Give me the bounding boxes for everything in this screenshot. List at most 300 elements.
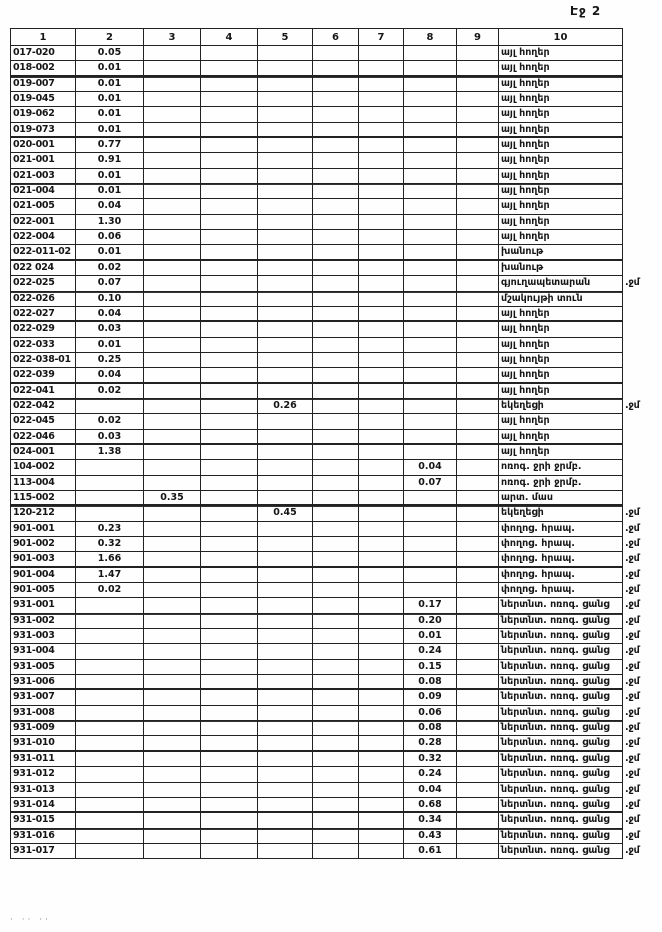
value-cell-col4 <box>201 322 258 337</box>
value-cell-col7 <box>359 506 404 521</box>
value-cell-col7 <box>359 567 404 582</box>
parcel-code-cell: 931-017 <box>11 843 76 858</box>
table-row <box>11 629 661 644</box>
value-cell-col5 <box>258 92 313 107</box>
margin-annotation <box>623 429 661 444</box>
margin-annotation <box>623 138 661 153</box>
value-cell-col7 <box>359 690 404 705</box>
value-cell-col8 <box>404 537 457 552</box>
table-row <box>11 705 661 720</box>
table-row <box>11 552 661 567</box>
value-cell-col4 <box>201 567 258 582</box>
table-row <box>11 184 661 199</box>
value-cell-col5: 0.45 <box>258 506 313 521</box>
parcel-code-cell: 021-004 <box>11 184 76 199</box>
table-row <box>11 690 661 705</box>
value-cell-col4 <box>201 107 258 122</box>
parcel-code-cell: 020-001 <box>11 138 76 153</box>
value-cell-col9 <box>457 797 499 812</box>
value-cell-col3 <box>144 521 201 536</box>
value-cell-col6 <box>313 199 359 214</box>
value-cell-col9 <box>457 598 499 613</box>
value-cell-col6 <box>313 291 359 306</box>
value-cell-col6 <box>313 460 359 475</box>
value-cell-col6 <box>313 537 359 552</box>
parcel-code-cell: 901-004 <box>11 567 76 582</box>
parcel-code-cell: 021-001 <box>11 153 76 168</box>
value-cell-col6 <box>313 659 359 674</box>
value-cell-col7 <box>359 828 404 843</box>
table-row <box>11 736 661 751</box>
value-cell-col5 <box>258 721 313 736</box>
margin-annotation: .ջմ <box>625 630 640 642</box>
value-cell-col2 <box>76 705 144 720</box>
value-cell-col5 <box>258 107 313 122</box>
column-header: 7 <box>359 29 404 46</box>
value-cell-col8 <box>404 260 457 275</box>
table-row <box>11 368 661 383</box>
value-cell-col5 <box>258 705 313 720</box>
value-cell-col9 <box>457 153 499 168</box>
value-cell-col7 <box>359 291 404 306</box>
table-row <box>11 644 661 659</box>
value-cell-col3 <box>144 736 201 751</box>
land-use-cell: ներտնտ. ոռոգ. ցանց <box>499 767 623 782</box>
parcel-code-cell: 120-212 <box>11 506 76 521</box>
table-row <box>11 613 661 628</box>
value-cell-col8 <box>404 337 457 352</box>
value-cell-col6 <box>313 613 359 628</box>
value-cell-col4 <box>201 153 258 168</box>
value-cell-col2: 0.07 <box>76 276 144 291</box>
value-cell-col3 <box>144 107 201 122</box>
value-cell-col6 <box>313 306 359 321</box>
parcel-code-cell: 022-029 <box>11 322 76 337</box>
value-cell-col3 <box>144 721 201 736</box>
value-cell-col3 <box>144 567 201 582</box>
value-cell-col2: 0.25 <box>76 352 144 367</box>
value-cell-col7 <box>359 352 404 367</box>
value-cell-col7 <box>359 122 404 137</box>
value-cell-col5 <box>258 813 313 828</box>
value-cell-col6 <box>313 767 359 782</box>
value-cell-col5 <box>258 138 313 153</box>
value-cell-col6 <box>313 138 359 153</box>
value-cell-col7 <box>359 583 404 598</box>
table-row <box>11 813 661 828</box>
value-cell-col9 <box>457 537 499 552</box>
value-cell-col4 <box>201 184 258 199</box>
table-row <box>11 444 661 459</box>
value-cell-col4 <box>201 260 258 275</box>
margin-annotation: .ջմ <box>625 814 640 826</box>
land-use-cell: եկեղեցի <box>499 506 623 521</box>
table-row <box>11 490 661 505</box>
value-cell-col6 <box>313 383 359 398</box>
value-cell-col9 <box>457 490 499 505</box>
column-header: 1 <box>11 29 76 46</box>
value-cell-col7 <box>359 322 404 337</box>
value-cell-col8 <box>404 506 457 521</box>
margin-annotation: .ջմ <box>625 277 640 289</box>
value-cell-col5 <box>258 736 313 751</box>
value-cell-col4 <box>201 230 258 245</box>
margin-annotation: .ջմ <box>625 722 640 734</box>
value-cell-col9 <box>457 552 499 567</box>
value-cell-col2 <box>76 675 144 690</box>
parcel-code-cell: 022-039 <box>11 368 76 383</box>
parcel-code-cell: 931-006 <box>11 675 76 690</box>
value-cell-col2 <box>76 690 144 705</box>
table-header <box>11 29 661 46</box>
value-cell-col9 <box>457 659 499 674</box>
parcel-code-cell: 022-027 <box>11 306 76 321</box>
value-cell-col6 <box>313 629 359 644</box>
table-row <box>11 414 661 429</box>
value-cell-col4 <box>201 490 258 505</box>
table-row <box>11 506 661 521</box>
value-cell-col4 <box>201 245 258 260</box>
margin-annotation: .ջմ <box>625 614 640 626</box>
margin-annotation: .ջմ <box>625 844 640 856</box>
value-cell-col5 <box>258 291 313 306</box>
value-cell-col7 <box>359 337 404 352</box>
value-cell-col6 <box>313 828 359 843</box>
parcel-code-cell: 931-007 <box>11 690 76 705</box>
value-cell-col8 <box>404 214 457 229</box>
value-cell-col2 <box>76 782 144 797</box>
column-header: 5 <box>258 29 313 46</box>
value-cell-col8: 0.04 <box>404 782 457 797</box>
land-use-cell: ներտնտ. ոռոգ. ցանց <box>499 644 623 659</box>
land-use-cell: այլ հողեր <box>499 184 623 199</box>
value-cell-col3 <box>144 214 201 229</box>
parcel-code-cell: 022-004 <box>11 230 76 245</box>
value-cell-col2 <box>76 629 144 644</box>
value-cell-col4 <box>201 475 258 490</box>
value-cell-col3 <box>144 352 201 367</box>
land-use-cell: արտ. մաս <box>499 490 623 505</box>
value-cell-col2: 1.38 <box>76 444 144 459</box>
value-cell-col9 <box>457 782 499 797</box>
value-cell-col8: 0.61 <box>404 843 457 858</box>
land-use-cell: ներտնտ. ոռոգ. ցանց <box>499 797 623 812</box>
value-cell-col2: 0.02 <box>76 583 144 598</box>
parcel-code-cell: 022-045 <box>11 414 76 429</box>
value-cell-col3 <box>144 306 201 321</box>
margin-annotation <box>623 490 661 505</box>
table-row <box>11 46 661 61</box>
value-cell-col8 <box>404 76 457 91</box>
parcel-code-cell: 022-041 <box>11 383 76 398</box>
value-cell-col8: 0.20 <box>404 613 457 628</box>
value-cell-col3 <box>144 199 201 214</box>
value-cell-col9 <box>457 46 499 61</box>
value-cell-col2: 0.02 <box>76 260 144 275</box>
value-cell-col7 <box>359 675 404 690</box>
column-header: 9 <box>457 29 499 46</box>
value-cell-col9 <box>457 184 499 199</box>
table-row <box>11 398 661 413</box>
value-cell-col9 <box>457 583 499 598</box>
value-cell-col5 <box>258 552 313 567</box>
value-cell-col9 <box>457 843 499 858</box>
value-cell-col3 <box>144 122 201 137</box>
value-cell-col6 <box>313 184 359 199</box>
margin-annotation: .ջմ <box>625 798 640 810</box>
value-cell-col6 <box>313 61 359 76</box>
value-cell-col5 <box>258 383 313 398</box>
value-cell-col9 <box>457 61 499 76</box>
land-use-cell: այլ հողեր <box>499 122 623 137</box>
value-cell-col2: 0.02 <box>76 414 144 429</box>
value-cell-col2: 0.05 <box>76 46 144 61</box>
value-cell-col3 <box>144 767 201 782</box>
value-cell-col9 <box>457 767 499 782</box>
value-cell-col4 <box>201 138 258 153</box>
value-cell-col8 <box>404 199 457 214</box>
value-cell-col7 <box>359 398 404 413</box>
value-cell-col2 <box>76 398 144 413</box>
land-use-cell: փողոց. հրապ. <box>499 521 623 536</box>
value-cell-col2: 0.06 <box>76 230 144 245</box>
value-cell-col6 <box>313 76 359 91</box>
value-cell-col4 <box>201 721 258 736</box>
value-cell-col3 <box>144 613 201 628</box>
value-cell-col4 <box>201 736 258 751</box>
parcel-code-cell: 113-004 <box>11 475 76 490</box>
margin-annotation <box>623 383 661 398</box>
column-header: 8 <box>404 29 457 46</box>
value-cell-col4 <box>201 337 258 352</box>
value-cell-col6 <box>313 567 359 582</box>
value-cell-col4 <box>201 828 258 843</box>
value-cell-col8 <box>404 352 457 367</box>
value-cell-col8: 0.09 <box>404 690 457 705</box>
land-use-cell: ներտնտ. ոռոգ. ցանց <box>499 751 623 766</box>
value-cell-col4 <box>201 76 258 91</box>
value-cell-col9 <box>457 291 499 306</box>
value-cell-col2 <box>76 828 144 843</box>
value-cell-col9 <box>457 337 499 352</box>
margin-annotation: .ջմ <box>625 399 640 411</box>
value-cell-col9 <box>457 813 499 828</box>
value-cell-col6 <box>313 475 359 490</box>
value-cell-col2 <box>76 490 144 505</box>
value-cell-col9 <box>457 368 499 383</box>
margin-annotation <box>623 337 661 352</box>
value-cell-col4 <box>201 199 258 214</box>
value-cell-col7 <box>359 475 404 490</box>
land-use-cell: մշակույթի տուն <box>499 291 623 306</box>
margin-annotation: .ջմ <box>625 645 640 657</box>
value-cell-col2 <box>76 751 144 766</box>
value-cell-col7 <box>359 306 404 321</box>
margin-annotation <box>623 199 661 214</box>
value-cell-col2: 0.04 <box>76 199 144 214</box>
value-cell-col3: 0.35 <box>144 490 201 505</box>
table-row <box>11 598 661 613</box>
value-cell-col4 <box>201 767 258 782</box>
value-cell-col3 <box>144 337 201 352</box>
value-cell-col4 <box>201 583 258 598</box>
margin-annotation <box>623 291 661 306</box>
value-cell-col6 <box>313 721 359 736</box>
margin-annotation: .ջմ <box>625 737 640 749</box>
value-cell-col7 <box>359 46 404 61</box>
value-cell-col6 <box>313 782 359 797</box>
value-cell-col9 <box>457 398 499 413</box>
value-cell-col2: 0.23 <box>76 521 144 536</box>
table-row <box>11 306 661 321</box>
table-row <box>11 245 661 260</box>
value-cell-col3 <box>144 291 201 306</box>
land-use-cell: ներտնտ. ոռոգ. ցանց <box>499 828 623 843</box>
land-use-cell: ներտնտ. ոռոգ. ցանց <box>499 598 623 613</box>
parcel-code-cell: 901-003 <box>11 552 76 567</box>
column-header: 2 <box>76 29 144 46</box>
table-body <box>11 46 661 859</box>
margin-annotation: .ջմ <box>625 706 640 718</box>
value-cell-col3 <box>144 506 201 521</box>
value-cell-col9 <box>457 122 499 137</box>
value-cell-col8: 0.24 <box>404 644 457 659</box>
value-cell-col2 <box>76 460 144 475</box>
value-cell-col9 <box>457 414 499 429</box>
value-cell-col9 <box>457 322 499 337</box>
value-cell-col7 <box>359 230 404 245</box>
value-cell-col2: 0.01 <box>76 337 144 352</box>
table-row <box>11 583 661 598</box>
value-cell-col8 <box>404 276 457 291</box>
table-row <box>11 659 661 674</box>
parcel-code-cell: 104-002 <box>11 460 76 475</box>
parcel-code-cell: 022-033 <box>11 337 76 352</box>
table-row <box>11 76 661 91</box>
value-cell-col5 <box>258 797 313 812</box>
table-row <box>11 92 661 107</box>
value-cell-col2 <box>76 475 144 490</box>
value-cell-col7 <box>359 444 404 459</box>
value-cell-col4 <box>201 598 258 613</box>
land-use-cell: գյուղապետարան <box>499 276 623 291</box>
value-cell-col9 <box>457 230 499 245</box>
value-cell-col6 <box>313 168 359 183</box>
value-cell-col6 <box>313 736 359 751</box>
land-use-cell: այլ հողեր <box>499 46 623 61</box>
value-cell-col9 <box>457 460 499 475</box>
parcel-code-cell: 901-001 <box>11 521 76 536</box>
value-cell-col9 <box>457 736 499 751</box>
value-cell-col8 <box>404 583 457 598</box>
value-cell-col9 <box>457 92 499 107</box>
value-cell-col7 <box>359 260 404 275</box>
table-row <box>11 429 661 444</box>
value-cell-col5 <box>258 352 313 367</box>
value-cell-col6 <box>313 260 359 275</box>
land-use-cell: այլ հողեր <box>499 153 623 168</box>
value-cell-col5 <box>258 214 313 229</box>
value-cell-col4 <box>201 291 258 306</box>
value-cell-col4 <box>201 537 258 552</box>
value-cell-col6 <box>313 429 359 444</box>
value-cell-col9 <box>457 506 499 521</box>
value-cell-col3 <box>144 537 201 552</box>
value-cell-col3 <box>144 260 201 275</box>
value-cell-col2: 0.03 <box>76 322 144 337</box>
table-row <box>11 168 661 183</box>
value-cell-col2: 0.03 <box>76 429 144 444</box>
value-cell-col8 <box>404 122 457 137</box>
value-cell-col7 <box>359 138 404 153</box>
note-gutter <box>623 29 661 46</box>
land-use-cell: ներտնտ. ոռոգ. ցանց <box>499 782 623 797</box>
value-cell-col6 <box>313 583 359 598</box>
value-cell-col9 <box>457 629 499 644</box>
value-cell-col9 <box>457 567 499 582</box>
value-cell-col3 <box>144 813 201 828</box>
table-row <box>11 537 661 552</box>
value-cell-col6 <box>313 552 359 567</box>
margin-annotation <box>623 168 661 183</box>
margin-annotation: .ջմ <box>625 768 640 780</box>
parcel-code-cell: 931-009 <box>11 721 76 736</box>
margin-annotation <box>623 322 661 337</box>
land-use-cell: այլ հողեր <box>499 306 623 321</box>
value-cell-col2: 0.01 <box>76 92 144 107</box>
value-cell-col7 <box>359 705 404 720</box>
value-cell-col5 <box>258 444 313 459</box>
parcel-code-cell: 022 024 <box>11 260 76 275</box>
value-cell-col5 <box>258 782 313 797</box>
value-cell-col3 <box>144 368 201 383</box>
value-cell-col4 <box>201 61 258 76</box>
land-use-cell: ոռոգ. ջրի ջրմբ. <box>499 475 623 490</box>
value-cell-col3 <box>144 46 201 61</box>
table-row <box>11 322 661 337</box>
value-cell-col3 <box>144 460 201 475</box>
value-cell-col5 <box>258 168 313 183</box>
value-cell-col8 <box>404 168 457 183</box>
margin-annotation: .ջմ <box>625 584 640 596</box>
value-cell-col3 <box>144 705 201 720</box>
value-cell-col5 <box>258 690 313 705</box>
table-row <box>11 675 661 690</box>
value-cell-col7 <box>359 843 404 858</box>
value-cell-col2: 0.10 <box>76 291 144 306</box>
value-cell-col2: 1.66 <box>76 552 144 567</box>
value-cell-col5 <box>258 767 313 782</box>
value-cell-col4 <box>201 168 258 183</box>
land-use-cell: փողոց. հրապ. <box>499 537 623 552</box>
value-cell-col5 <box>258 537 313 552</box>
land-use-cell: ներտնտ. ոռոգ. ցանց <box>499 613 623 628</box>
parcel-code-cell: 931-012 <box>11 767 76 782</box>
value-cell-col6 <box>313 398 359 413</box>
parcel-code-cell: 022-026 <box>11 291 76 306</box>
value-cell-col8: 0.28 <box>404 736 457 751</box>
margin-annotation: .ջմ <box>625 599 640 611</box>
value-cell-col8 <box>404 490 457 505</box>
value-cell-col7 <box>359 92 404 107</box>
value-cell-col6 <box>313 705 359 720</box>
value-cell-col6 <box>313 843 359 858</box>
margin-annotation <box>623 306 661 321</box>
value-cell-col7 <box>359 751 404 766</box>
value-cell-col9 <box>457 138 499 153</box>
table-row <box>11 107 661 122</box>
value-cell-col2 <box>76 813 144 828</box>
